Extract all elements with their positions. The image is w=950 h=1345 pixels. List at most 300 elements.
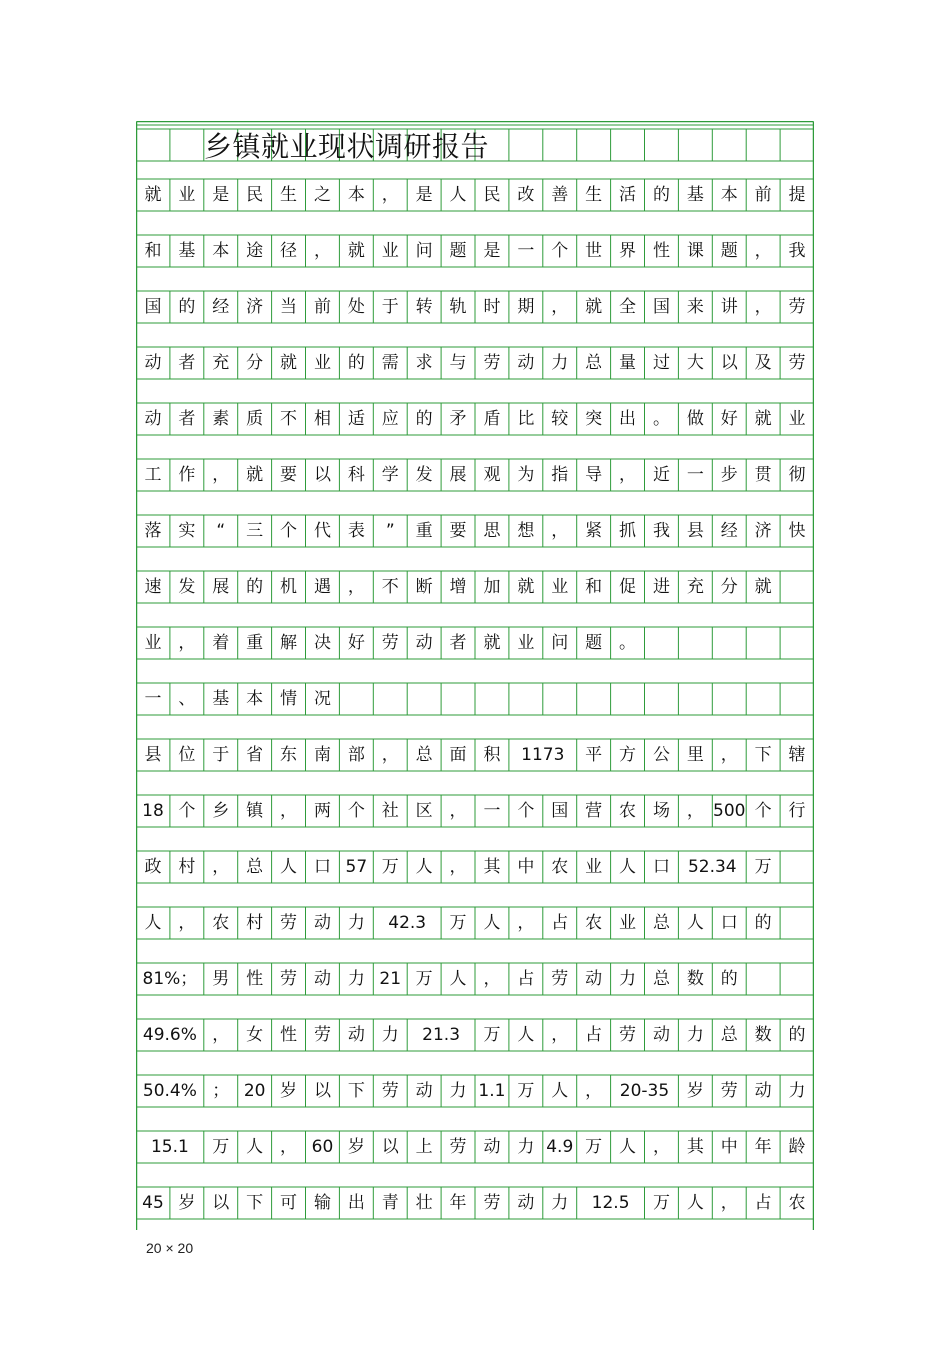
grid-char-cell: 省 — [246, 745, 264, 765]
grid-char-cell: 遇 — [313, 577, 331, 597]
grid-char-cell: 业 — [788, 409, 806, 429]
grid-char-cell: 发 — [415, 465, 433, 485]
grid-char-cell: 时 — [483, 297, 501, 317]
grid-char-cell: 充 — [686, 577, 704, 597]
grid-char-cell: 中 — [720, 1137, 738, 1157]
grid-char-cell: 里 — [686, 745, 704, 765]
grid-char-cell: 占 — [517, 969, 535, 989]
grid-char-cell: 动 — [347, 1025, 365, 1045]
grid-char-cell: 数 — [686, 969, 704, 989]
grid-char-cell: 劳 — [619, 1025, 637, 1045]
grid-char-cell: 重 — [246, 633, 264, 653]
grid-char-cell: 平 — [585, 745, 603, 765]
grid-char-cell: ， — [381, 185, 399, 205]
grid-char-cell: 农 — [788, 1193, 806, 1213]
grid-char-cell: 突 — [585, 409, 603, 429]
grid-char-cell: 的 — [347, 353, 365, 373]
grid-char-cell: 49.6% — [142, 1025, 197, 1045]
grid-char-cell: 就 — [754, 577, 772, 597]
grid-char-cell: 动 — [144, 409, 162, 429]
grid-char-cell: 、 — [178, 689, 196, 709]
grid-char-cell: 业 — [619, 913, 637, 933]
grid-char-cell: 要 — [449, 521, 467, 541]
grid-char-cell: 做 — [686, 409, 704, 429]
grid-char-cell: 力 — [551, 1193, 569, 1213]
grid-char-cell: 紧 — [585, 521, 603, 541]
grid-char-cell: ， — [551, 297, 569, 317]
grid-char-cell: 就 — [754, 409, 772, 429]
grid-char-cell: 公 — [652, 745, 670, 765]
grid-char-cell: 21.3 — [422, 1025, 461, 1045]
grid-char-cell: 情 — [280, 689, 298, 709]
grid-char-cell: 学 — [381, 465, 399, 485]
grid-char-cell: 断 — [415, 577, 433, 597]
text-row — [136, 963, 814, 995]
grid-char-cell: 世 — [585, 241, 603, 261]
grid-char-cell: 两 — [313, 801, 331, 821]
grid-char-cell: 积 — [483, 745, 501, 765]
grid-char-cell: 轨 — [449, 297, 467, 317]
grid-char-cell: 不 — [381, 577, 399, 597]
grid-char-cell: 快 — [788, 521, 806, 541]
grid-char-cell: 劳 — [280, 969, 298, 989]
text-row — [136, 739, 814, 771]
grid-char-cell: 及 — [754, 353, 772, 373]
grid-char-cell: 力 — [517, 1137, 535, 1157]
grid-char-cell: 位 — [178, 745, 196, 765]
grid-char-cell: 农 — [212, 913, 230, 933]
grid-char-cell: 20-35 — [619, 1081, 670, 1101]
grid-char-cell: 口 — [720, 913, 738, 933]
grid-char-cell: 劳 — [483, 1193, 501, 1213]
grid-char-cell: 个 — [178, 801, 196, 821]
text-row — [136, 291, 814, 323]
grid-char-cell: 济 — [754, 521, 772, 541]
grid-char-cell: 就 — [280, 353, 298, 373]
grid-char-cell: 村 — [246, 913, 264, 933]
grid-char-cell: 县 — [144, 745, 162, 765]
grid-char-cell: ， — [754, 241, 772, 261]
grid-char-cell: 界 — [619, 241, 637, 261]
grid-char-cell: 劳 — [381, 633, 399, 653]
grid-char-cell: ， — [347, 577, 365, 597]
text-row — [136, 235, 814, 267]
grid-char-cell: 者 — [178, 409, 196, 429]
grid-char-cell: 本 — [720, 185, 738, 205]
grid-char-cell: 机 — [280, 577, 298, 597]
grid-char-cell: 人 — [449, 185, 467, 205]
grid-char-cell: 改 — [517, 185, 535, 205]
grid-char-cell: 劳 — [449, 1137, 467, 1157]
grid-char-cell: 经 — [212, 297, 230, 317]
text-row — [136, 347, 814, 379]
grid-char-cell: 观 — [483, 465, 501, 485]
grid-char-cell: 途 — [246, 241, 264, 261]
grid-char-cell: 岁 — [280, 1081, 298, 1101]
grid-char-cell: 讲 — [720, 297, 738, 317]
grid-char-cell: 性 — [652, 241, 670, 261]
grid-char-cell: 个 — [347, 801, 365, 821]
grid-char-cell: 表 — [347, 521, 365, 541]
grid-char-cell: 镇 — [246, 801, 264, 821]
grid-char-cell: 动 — [483, 1137, 501, 1157]
grid-char-cell: 上 — [415, 1137, 433, 1157]
grid-char-cell: 盾 — [483, 409, 501, 429]
grid-char-cell: 占 — [551, 913, 569, 933]
text-row — [136, 1131, 814, 1163]
grid-char-cell: 年 — [754, 1137, 772, 1157]
grid-char-cell: 下 — [347, 1081, 365, 1101]
grid-char-cell: 45 — [142, 1193, 164, 1213]
grid-char-cell: 人 — [619, 857, 637, 877]
grid-char-cell: 57 — [345, 857, 368, 877]
grid-char-cell: ， — [551, 521, 569, 541]
grid-char-cell: 岁 — [686, 1081, 704, 1101]
grid-char-cell: 口 — [652, 857, 670, 877]
grid-char-cell: “ — [216, 521, 226, 541]
grid-char-cell: 比 — [517, 409, 535, 429]
grid-char-cell: 力 — [551, 353, 569, 373]
grid-char-cell: 期 — [517, 297, 535, 317]
grid-char-cell: 业 — [517, 633, 535, 653]
grid-char-cell: 于 — [212, 745, 230, 765]
grid-char-cell: 和 — [585, 577, 603, 597]
grid-char-cell: 以 — [313, 465, 331, 485]
grid-char-cell: 农 — [551, 857, 569, 877]
grid-char-cell: 彻 — [788, 465, 806, 485]
grid-char-cell: 与 — [449, 353, 467, 373]
grid-char-cell: 者 — [449, 633, 467, 653]
grid-char-cell: 工 — [144, 465, 162, 485]
grid-char-cell: ， — [551, 1025, 569, 1045]
grid-char-cell: 重 — [415, 521, 433, 541]
grid-char-cell: 村 — [178, 857, 196, 877]
grid-char-cell: 题 — [585, 633, 603, 653]
grid-char-cell: 劳 — [381, 1081, 399, 1101]
grid-char-cell: 500 — [713, 801, 746, 821]
grid-char-cell: ， — [517, 913, 535, 933]
grid-char-cell: 人 — [144, 913, 162, 933]
grid-char-cell: 国 — [144, 297, 162, 317]
manuscript-grid-sheet — [136, 121, 814, 1230]
grid-char-cell: ， — [754, 297, 772, 317]
grid-char-cell: 其 — [483, 857, 501, 877]
grid-char-cell: 就 — [483, 633, 501, 653]
grid-char-cell: 来 — [686, 297, 704, 317]
grid-char-cell: 促 — [619, 577, 637, 597]
text-row — [136, 627, 814, 659]
grid-char-cell: 生 — [280, 185, 298, 205]
grid-char-cell: 18 — [142, 801, 164, 821]
grid-char-cell: 性 — [246, 969, 264, 989]
grid-char-cell: 壮 — [415, 1193, 433, 1213]
grid-char-cell: ， — [313, 241, 331, 261]
grid-char-cell: 于 — [381, 297, 399, 317]
grid-char-cell: 力 — [347, 913, 365, 933]
grid-char-cell: 题 — [449, 241, 467, 261]
text-row — [136, 795, 814, 827]
grid-char-cell: ， — [212, 1025, 230, 1045]
grid-char-cell: 乡 — [212, 801, 230, 821]
grid-char-cell: 加 — [483, 577, 501, 597]
grid-char-cell: 全 — [619, 297, 637, 317]
grid-char-cell: 占 — [585, 1025, 603, 1045]
grid-char-cell: 青 — [381, 1193, 399, 1213]
grid-char-cell: 力 — [686, 1025, 704, 1045]
grid-char-cell: 就 — [517, 577, 535, 597]
grid-char-cell: 矛 — [449, 409, 467, 429]
grid-char-cell: 的 — [246, 577, 264, 597]
grid-char-cell: 一 — [686, 465, 704, 485]
grid-char-cell: 52.34 — [687, 857, 737, 877]
grid-char-cell: 性 — [280, 1025, 298, 1045]
grid-char-cell: 出 — [619, 409, 637, 429]
grid-char-cell: 。 — [652, 409, 670, 429]
grid-char-cell: 指 — [551, 465, 569, 485]
grid-char-cell: 业 — [178, 185, 196, 205]
grid-char-cell: 面 — [449, 745, 467, 765]
text-row — [136, 683, 814, 715]
grid-char-cell: 问 — [415, 241, 433, 261]
grid-char-cell: 我 — [652, 521, 670, 541]
text-row — [136, 1019, 814, 1051]
grid-char-cell: 就 — [347, 241, 365, 261]
grid-char-cell: 以 — [381, 1137, 399, 1157]
grid-char-cell: 力 — [381, 1025, 399, 1045]
grid-char-cell: 万 — [212, 1137, 230, 1157]
grid-char-cell: ， — [585, 1081, 603, 1101]
grid-char-cell: 12.5 — [591, 1193, 630, 1213]
grid-char-cell: 总 — [585, 353, 603, 373]
grid-char-cell: 活 — [619, 185, 637, 205]
grid-char-cell: 动 — [652, 1025, 670, 1045]
grid-char-cell: 人 — [415, 857, 433, 877]
grid-char-cell: 以 — [720, 353, 738, 373]
grid-char-cell: ， — [280, 801, 298, 821]
grid-char-cell: 增 — [449, 577, 467, 597]
grid-char-cell: 南 — [313, 745, 331, 765]
grid-char-cell: 县 — [686, 521, 704, 541]
grid-char-cell: 力 — [347, 969, 365, 989]
grid-char-cell: 课 — [686, 241, 704, 261]
grid-char-cell: 劳 — [720, 1081, 738, 1101]
grid-char-cell: ， — [720, 1193, 738, 1213]
grid-char-cell: 人 — [551, 1081, 569, 1101]
grid-char-cell: ， — [178, 913, 196, 933]
grid-char-cell: 万 — [517, 1081, 535, 1101]
grid-char-cell: 相 — [313, 409, 331, 429]
grid-char-cell: 人 — [483, 913, 501, 933]
grid-char-cell: 42.3 — [388, 913, 427, 933]
grid-char-cell: 不 — [280, 409, 298, 429]
grid-char-cell: 国 — [551, 801, 569, 821]
grid-char-cell: 作 — [178, 465, 196, 485]
grid-char-cell: 本 — [246, 689, 264, 709]
grid-char-cell: 就 — [144, 185, 162, 205]
grid-char-cell: 的 — [652, 185, 670, 205]
grid-char-cell: 人 — [517, 1025, 535, 1045]
grid-char-cell: 一 — [144, 689, 162, 709]
grid-char-cell: 动 — [754, 1081, 772, 1101]
grid-char-cell: 万 — [585, 1137, 603, 1157]
grid-char-cell: 农 — [585, 913, 603, 933]
grid-char-cell: 60 — [311, 1137, 334, 1157]
grid-char-cell: 科 — [347, 465, 365, 485]
grid-char-cell: 中 — [517, 857, 535, 877]
grid-char-cell: 进 — [652, 577, 670, 597]
grid-char-cell: ， — [449, 801, 467, 821]
grid-char-cell: 分 — [720, 577, 738, 597]
grid-char-cell: ， — [381, 745, 399, 765]
grid-char-cell: 量 — [619, 353, 637, 373]
grid-char-cell: 劳 — [313, 1025, 331, 1045]
grid-char-cell: 的 — [788, 1025, 806, 1045]
grid-char-cell: 动 — [517, 353, 535, 373]
document-title: 乡镇就业现状调研报告 — [204, 130, 490, 163]
grid-char-cell: 基 — [212, 689, 230, 709]
grid-char-cell: 。 — [619, 633, 637, 653]
grid-char-cell: 想 — [517, 521, 535, 541]
grid-char-cell: 动 — [313, 913, 331, 933]
grid-char-cell: 为 — [517, 465, 535, 485]
grid-char-cell: 基 — [686, 185, 704, 205]
grid-char-cell: 岁 — [178, 1193, 196, 1213]
grid-char-cell: 场 — [652, 801, 670, 821]
grid-char-cell: 是 — [415, 185, 433, 205]
grid-char-cell: 大 — [686, 353, 704, 373]
grid-char-cell: 部 — [347, 745, 365, 765]
grid-char-cell: 民 — [246, 185, 264, 205]
grid-char-cell: 速 — [144, 577, 162, 597]
grid-char-cell: 处 — [347, 297, 365, 317]
grid-char-cell: 万 — [652, 1193, 670, 1213]
grid-char-cell: 年 — [449, 1193, 467, 1213]
grid-char-cell: 一 — [517, 241, 535, 261]
grid-char-cell: 力 — [788, 1081, 806, 1101]
grid-char-cell: 抓 — [619, 521, 637, 541]
grid-char-cell: 劳 — [483, 353, 501, 373]
grid-char-cell: 分 — [246, 353, 264, 373]
text-row — [136, 851, 814, 883]
grid-char-cell: 个 — [551, 241, 569, 261]
grid-char-cell: 代 — [313, 521, 331, 541]
grid-char-cell: 力 — [619, 969, 637, 989]
grid-char-cell: 好 — [720, 409, 738, 429]
grid-char-cell: 21 — [379, 969, 402, 989]
grid-char-cell: 的 — [754, 913, 772, 933]
grid-char-cell: 个 — [280, 521, 298, 541]
grid-char-cell: 者 — [178, 353, 196, 373]
grid-char-cell: 人 — [280, 857, 298, 877]
grid-char-cell: 实 — [178, 521, 196, 541]
grid-char-cell: ， — [483, 969, 501, 989]
grid-char-cell: 万 — [449, 913, 467, 933]
grid-char-cell: 占 — [754, 1193, 772, 1213]
grid-char-cell: ， — [720, 745, 738, 765]
grid-char-cell: 应 — [381, 409, 399, 429]
grid-char-cell: 的 — [178, 297, 196, 317]
grid-char-cell: 女 — [246, 1025, 264, 1045]
grid-char-cell: 下 — [754, 745, 772, 765]
grid-char-cell: 需 — [381, 353, 399, 373]
grid-char-cell: 较 — [551, 409, 569, 429]
grid-char-cell: 业 — [381, 241, 399, 261]
grid-char-cell: 动 — [517, 1193, 535, 1213]
grid-char-cell: 总 — [415, 745, 433, 765]
grid-char-cell: 和 — [144, 241, 162, 261]
grid-size-label: 20 × 20 — [146, 1240, 194, 1256]
grid-char-cell: 题 — [720, 241, 738, 261]
grid-char-cell: 其 — [686, 1137, 704, 1157]
grid-char-cell: 展 — [212, 577, 230, 597]
grid-char-cell: 50.4% — [142, 1081, 197, 1101]
grid-char-cell: 径 — [280, 241, 298, 261]
grid-char-cell: 力 — [449, 1081, 467, 1101]
grid-char-cell: ； — [212, 1081, 230, 1101]
grid-char-cell: 决 — [313, 633, 331, 653]
grid-char-cell: 适 — [347, 409, 365, 429]
grid-char-cell: 就 — [246, 465, 264, 485]
grid-char-cell: 区 — [415, 801, 433, 821]
grid-char-cell: 近 — [652, 465, 670, 485]
grid-char-cell: 况 — [313, 689, 331, 709]
grid-char-cell: ” — [385, 521, 395, 541]
grid-char-cell: 国 — [652, 297, 670, 317]
grid-char-cell: 龄 — [788, 1137, 806, 1157]
grid-char-cell: ， — [212, 465, 230, 485]
grid-char-cell: 81%； — [142, 969, 198, 989]
grid-char-cell: 善 — [551, 185, 569, 205]
grid-char-cell: 动 — [415, 633, 433, 653]
grid-char-cell: ， — [449, 857, 467, 877]
grid-char-cell: 是 — [483, 241, 501, 261]
grid-char-cell: 就 — [585, 297, 603, 317]
grid-char-cell: 口 — [313, 857, 331, 877]
grid-char-cell: 行 — [788, 801, 806, 821]
grid-char-cell: 劳 — [788, 297, 806, 317]
grid-char-cell: ， — [619, 465, 637, 485]
grid-char-cell: 好 — [347, 633, 365, 653]
grid-char-cell: 业 — [144, 633, 162, 653]
grid-char-cell: 问 — [551, 633, 569, 653]
grid-char-cell: 个 — [517, 801, 535, 821]
grid-char-cell: 业 — [585, 857, 603, 877]
grid-char-cell: 济 — [246, 297, 264, 317]
grid-char-cell: 总 — [652, 969, 670, 989]
grid-char-cell: 解 — [280, 633, 298, 653]
grid-char-cell: 4.9 — [546, 1137, 574, 1157]
grid-char-cell: 三 — [246, 521, 264, 541]
grid-char-cell: 动 — [144, 353, 162, 373]
text-row — [136, 459, 814, 491]
grid-char-cell: 质 — [246, 409, 264, 429]
grid-char-cell: 可 — [280, 1193, 298, 1213]
text-row — [136, 179, 814, 211]
grid-char-cell: 我 — [788, 241, 806, 261]
grid-char-cell: 转 — [415, 297, 433, 317]
text-row — [136, 907, 814, 939]
grid-char-cell: 求 — [415, 353, 433, 373]
grid-char-cell: 基 — [178, 241, 196, 261]
text-row — [136, 1075, 814, 1107]
grid-char-cell: 是 — [212, 185, 230, 205]
grid-char-cell: 业 — [313, 353, 331, 373]
grid-char-cell: 人 — [246, 1137, 264, 1157]
grid-char-cell: 动 — [585, 969, 603, 989]
grid-char-cell: 总 — [652, 913, 670, 933]
grid-char-cell: 政 — [144, 857, 162, 877]
text-row — [136, 403, 814, 435]
